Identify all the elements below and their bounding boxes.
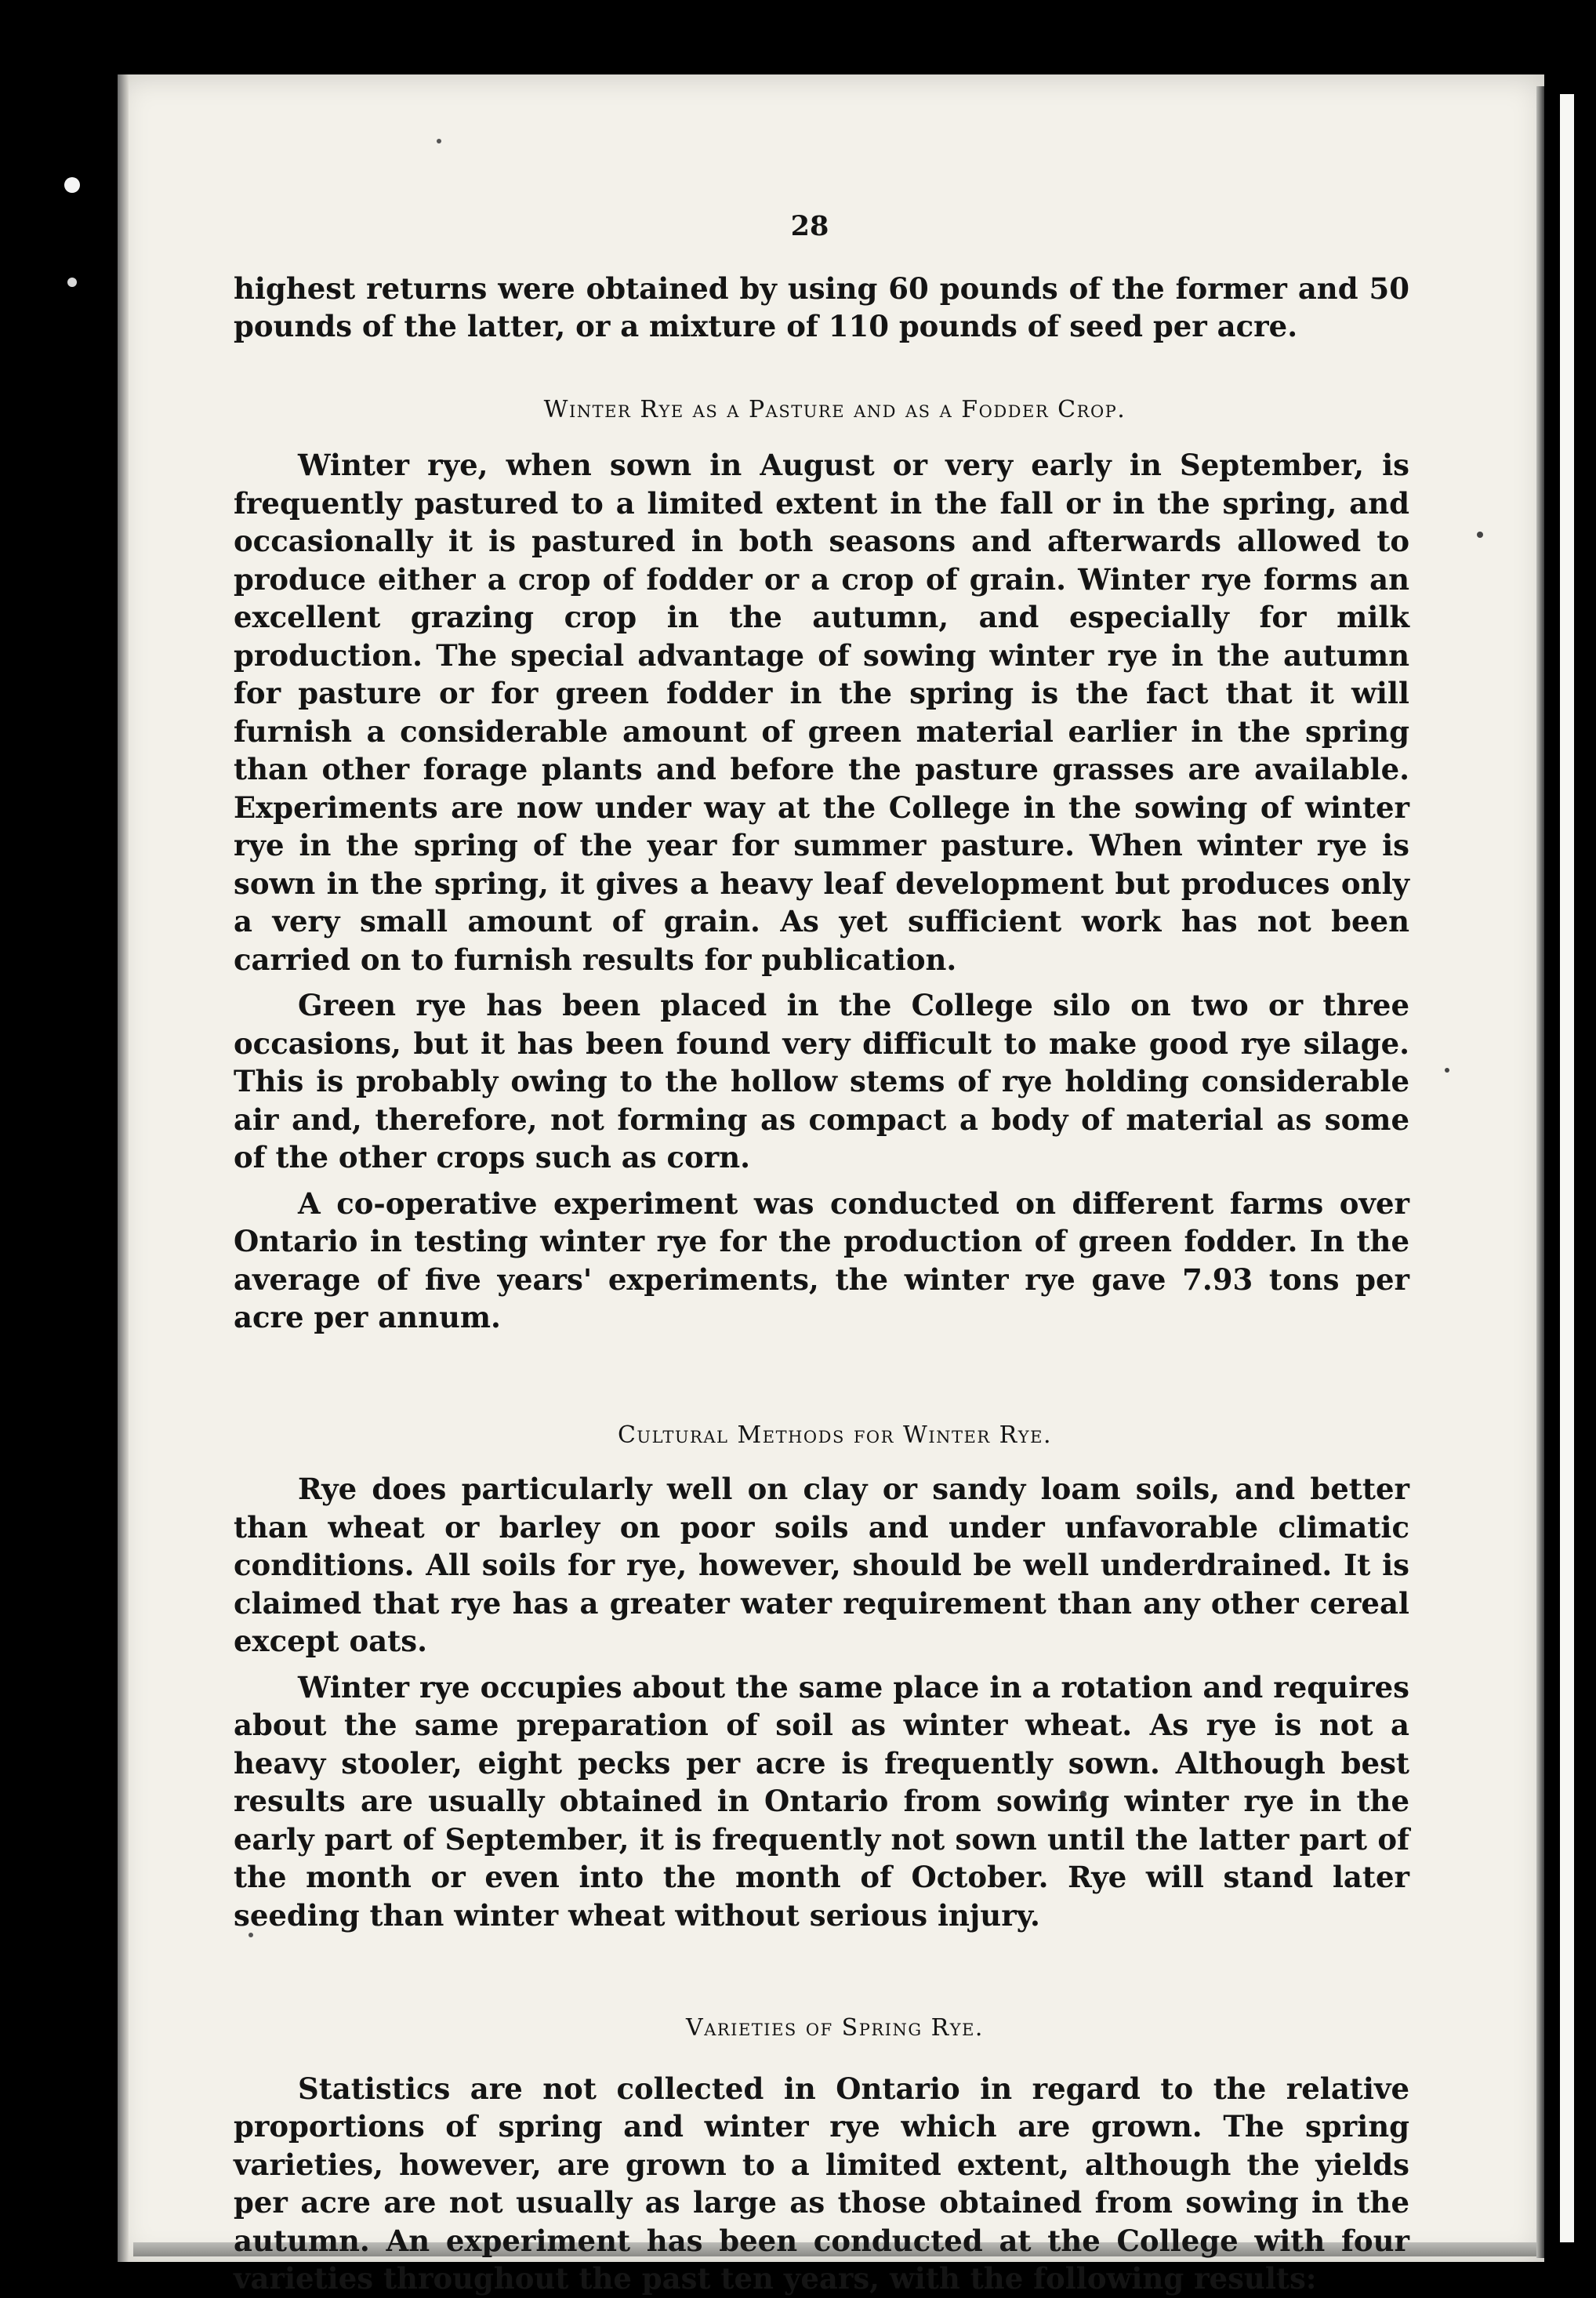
section-heading: Winter Rye as a Pasture and as a Fodder Crop. [543, 395, 1126, 423]
section-winter-rye-pasture [234, 391, 1409, 1337]
section-heading: Varieties of Spring Rye. [686, 2014, 984, 2042]
paragraph: Winter rye, when sown in August or very early in September, is frequently pastured to a limited extent in the fall or in the spring, and occasionally it is pastured in both seasons and afterwards allowed to produce either a crop of fodder or a crop of grain. Winter rye forms an excellent grazing crop in the autumn, and especially for milk production. The special advantage of sowing winter rye in the autumn for pasture or for green fodder in the spring is the fact that it will furnish a considerable amount of green material earlier in the spring than other forage plants and before the pasture grasses are available. Experiments are now under way at the College in the sowing of winter rye in the spring of the year for summer pasture. When winter rye is sown in the spring, it gives a heavy leaf development but produces only a very small amount of grain. As yet sufficient work has not been carried on to furnish results for publication. [234, 448, 1409, 977]
section-cultural-methods [234, 1417, 1409, 1935]
page-number: 28 [790, 210, 829, 242]
paragraph: Rye does particularly well on clay or sandy loam soils, and better than wheat or barley on poor soils and under unfavorable climatic conditions. All soils for rye, however, should be well underdrained. It is claimed that rye has a greater water requirement than any other cereal except oats. [234, 1472, 1409, 1658]
paragraph: Statistics are not collected in Ontario in regard to the relative proportions of spring and winter rye which are grown. The spring varieties, however, are grown to a limited extent, although the yields per acre are not usually as large as those obtained from sowing in the autumn. An experiment has been conducted at the College with four varieties throughout the past ten years, with the following results: [234, 2071, 1409, 2296]
section-spring-rye-varieties [234, 2009, 1409, 2298]
paragraph: A co-operative experiment was conducted on different farms over Ontario in testing winter rye for the production of green fodder. In the average of five years' experiments, the winter rye gave 7.93 tons per acre per annum. [234, 1185, 1409, 1334]
page-content [234, 208, 1409, 2298]
intro-paragraph: highest returns were obtained by using 60 pounds of the former and 50 pounds of the latter, or a mixture of 110 pounds of seed per acre. [234, 270, 1409, 343]
paragraph: Winter rye occupies about the same place in a rotation and requires about the same preparation of soil as winter wheat. As rye is not a heavy stooler, eight pecks per acre is frequently sown. Although best results are usually obtained in Ontario from sowing winter rye in the early part of September, it is frequently not sown until the latter part of the month or even into the month of October. Rye will stand later seeding than winter wheat without serious injury. [234, 1669, 1409, 1933]
section-heading: Cultural Methods for Winter Rye. [617, 1421, 1053, 1449]
paragraph: Green rye has been placed in the College silo on two or three occasions, but it has been found very difficult to make good rye silage. This is probably owing to the hollow stems of rye holding considerable air and, therefore, not forming as compact a body of material as some of the other crops such as corn. [234, 988, 1409, 1174]
